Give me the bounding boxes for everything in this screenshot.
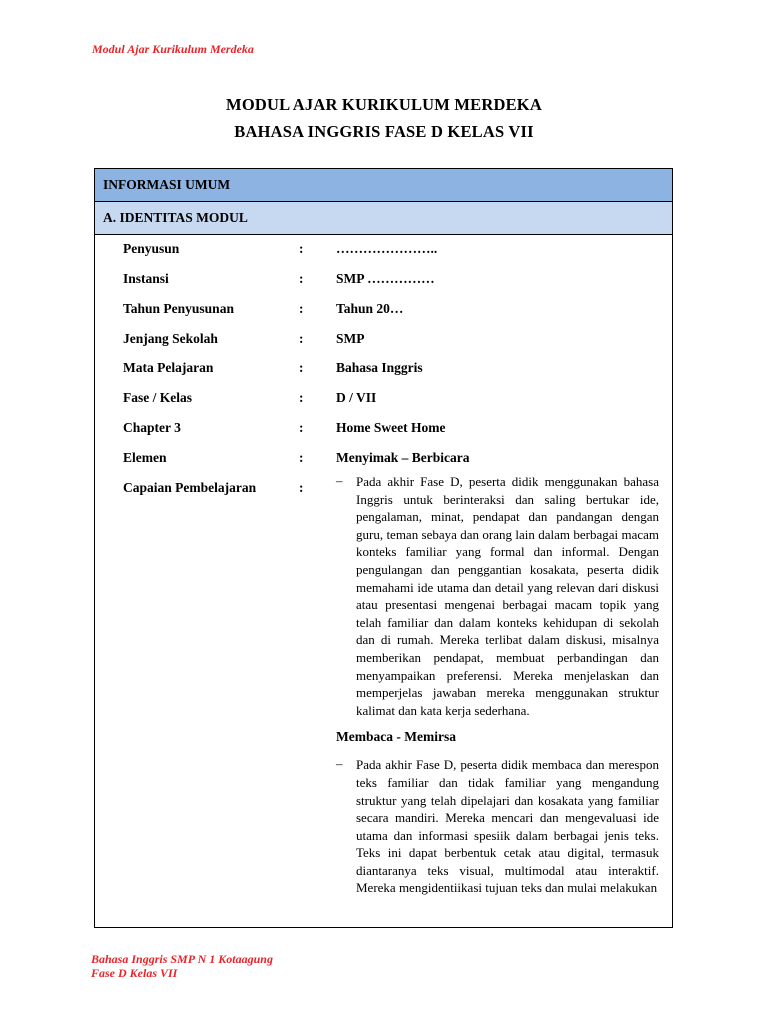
- identity-label: Jenjang Sekolah: [123, 331, 218, 346]
- footer-line-class: Fase D Kelas VII: [91, 966, 178, 980]
- identity-value: Tahun 20…: [336, 301, 404, 316]
- membaca-heading: Membaca - Memirsa: [336, 729, 456, 745]
- identity-label: Instansi: [123, 271, 169, 286]
- list-item-membaca: [336, 756, 659, 897]
- menyimak-text: Pada akhir Fase D, peserta didik menggunakan bahasa Inggris untuk berinteraksi dan saling bertukar ide, pengalaman, minat, pendapat dan pandangan dengan guru, teman sebaya dan orang lain dalam berbagai macam konteks familiar yang formal dan informal. Dengan pengulangan dan penggantian kosakata, peserta didik memahami ide utama dan detail yang relevan dari diskusi atau presentasi mengenai berbagai macam topik yang telah familiar dan dalam konteks kehidupan di sekolah dan di rumah. Mereka terlibat dalam diskusi, misalnya memberikan pendapat, membuat perbandingan dan menyampaikan preferensi. Mereka menjelaskan dan memperjelas jawaban mereka menggunakan struktur kalimat dan kata kerja sederhana.: [356, 474, 659, 718]
- dash-bullet: –: [336, 473, 343, 488]
- identity-value: SMP: [336, 331, 365, 346]
- document-subtitle: BAHASA INGGRIS FASE D KELAS VII: [234, 122, 534, 141]
- identity-colon: :: [299, 241, 304, 256]
- identity-colon: :: [299, 271, 304, 286]
- identity-label: Fase / Kelas: [123, 390, 192, 405]
- section-identitas-modul: A. IDENTITAS MODUL: [95, 202, 672, 235]
- dash-bullet: –: [336, 756, 343, 772]
- identity-label: Elemen: [123, 450, 167, 465]
- identity-label: Penyusun: [123, 241, 180, 256]
- identity-label: Chapter 3: [123, 420, 181, 435]
- identity-colon: :: [299, 420, 304, 435]
- capaian-pembelajaran: [336, 473, 659, 897]
- identity-colon: :: [299, 480, 304, 495]
- document-title: MODUL AJAR KURIKULUM MERDEKA: [226, 95, 542, 114]
- identity-label: Capaian Pembelajaran: [123, 480, 257, 495]
- identity-value: D / VII: [336, 390, 377, 405]
- identity-colon: :: [299, 301, 304, 316]
- section-informasi-umum: INFORMASI UMUM: [95, 169, 672, 202]
- identity-colon: :: [299, 331, 304, 346]
- identity-table: [94, 168, 673, 928]
- identity-label: Mata Pelajaran: [123, 360, 214, 375]
- identity-label: Tahun Penyusunan: [123, 301, 234, 316]
- running-header: Modul Ajar Kurikulum Merdeka: [92, 42, 254, 56]
- footer-line-school: Bahasa Inggris SMP N 1 Kotaagung: [91, 952, 273, 966]
- identity-colon: :: [299, 450, 304, 465]
- membaca-text: Pada akhir Fase D, peserta didik membaca dan merespon teks familiar dan tidak familiar yang mengandung struktur yang telah dipelajari dan kosakata yang familiar secara mandiri. Mereka mencari dan mengevaluasi ide utama dan informasi spesiik dalam berbagai jenis teks. Teks ini dapat berbentuk cetak atau digital, termasuk diantaranya teks visual, multimodal atau interaktif. Mereka mengidentiikasi tujuan teks dan mulai melakukan: [356, 757, 659, 896]
- identity-value: …………………..: [336, 241, 438, 256]
- identity-value: Bahasa Inggris: [336, 360, 423, 375]
- identity-value: Home Sweet Home: [336, 420, 446, 435]
- identity-value: Menyimak – Berbicara: [336, 450, 470, 465]
- list-item-menyimak: [336, 473, 659, 719]
- identity-colon: :: [299, 360, 304, 375]
- identity-colon: :: [299, 390, 304, 405]
- identity-value: SMP ……………: [336, 271, 435, 286]
- running-footer: [91, 952, 273, 980]
